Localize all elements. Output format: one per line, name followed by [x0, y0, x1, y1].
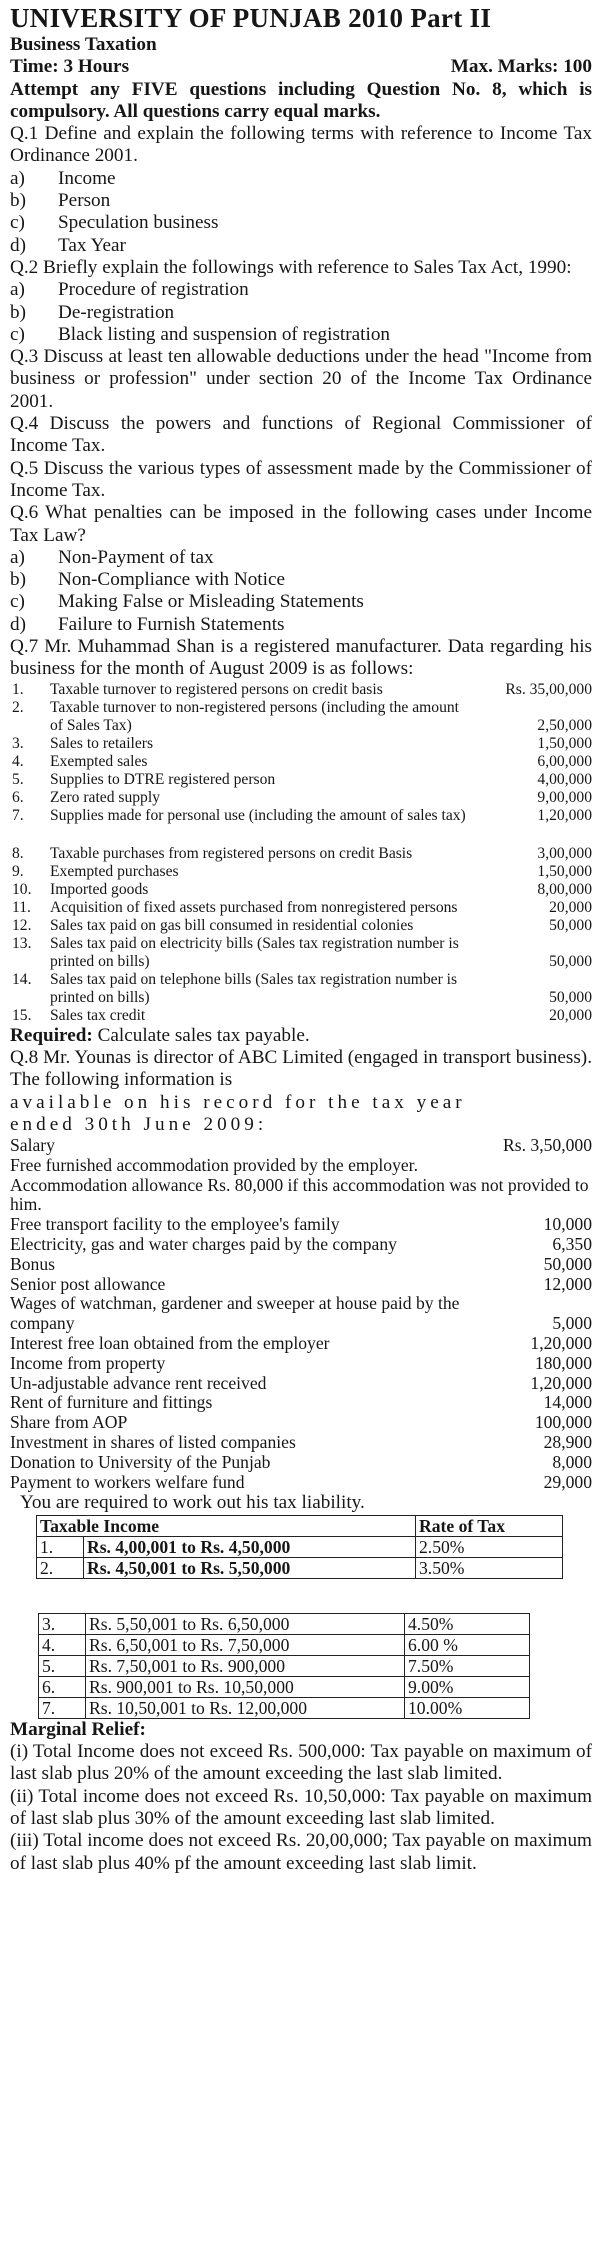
list-item: b) Non-Compliance with Notice	[10, 569, 285, 591]
list-item: b) De-registration	[10, 301, 175, 323]
q7-items-a	[10, 681, 592, 825]
question-2: Q.2 Briefly explain the followings with reference to Sales Tax Act, 1990:	[10, 256, 572, 278]
table-row: Wages of watchman, gardener and sweeper at house paid by the company 5,000	[10, 1293, 592, 1334]
table-row: 11. Acquisition of fixed assets purchased from nonregistered persons 20,000	[12, 898, 592, 916]
table-row: 1. Taxable turnover to registered persons on credit basis Rs. 35,00,000	[12, 680, 592, 698]
marks-text: Max. Marks: 100	[450, 56, 592, 78]
table-row: 13. Sales tax paid on electricity bills (Sales tax registration number is printed on bills) 50,000	[12, 934, 592, 970]
table-row: 12. Sales tax paid on gas bill consumed in residential colonies 50,000	[12, 916, 592, 934]
list-item: b) Person	[10, 190, 111, 212]
table-row: Free transport facility to the employee's family 10,000	[10, 1214, 592, 1235]
table-row: Un-adjustable advance rent received 1,20,000	[10, 1372, 592, 1393]
marginal-relief-3: (iii) Total income does not exceed Rs. 20,00,000; Tax payable on maximum of last slab plus 40% pf the amount exceeding last slab limit.	[10, 1830, 592, 1874]
q7-required: Required: Calculate sales tax payable.	[10, 1024, 310, 1046]
question-1: Q.1 Define and explain the following terms with reference to Income Tax Ordinance 2001.	[10, 123, 592, 167]
table-row: 4. Rs. 6,50,001 to Rs. 7,50,000 6.00 %	[39, 1634, 530, 1655]
list-item: c) Speculation business	[10, 212, 219, 234]
table-row: 1. Rs. 4,00,001 to Rs. 4,50,000 2.50%	[37, 1536, 563, 1557]
work-out-line: You are required to work out his tax liability.	[20, 1492, 365, 1514]
table-row: 6. Zero rated supply 9,00,000	[12, 788, 592, 806]
instructions: Attempt any FIVE questions including Question No. 8, which is compulsory. All questions carry equal marks.	[10, 78, 592, 122]
q7-items-b	[10, 845, 592, 1025]
list-item: c) Black listing and suspension of registration	[10, 323, 391, 345]
table-row: Income from property 180,000	[10, 1352, 592, 1373]
marginal-relief-1: (i) Total Income does not exceed Rs. 500,000: Tax payable on maximum of last slab plus 20% of the amount exceeding the last slab limited.	[10, 1741, 592, 1785]
table-row: 4. Exempted sales 6,00,000	[12, 752, 592, 770]
table-row: 6. Rs. 900,001 to Rs. 10,50,000 9.00%	[39, 1676, 530, 1697]
question-6-options	[10, 547, 592, 636]
question-5: Q.5 Discuss the various types of assessment made by the Commissioner of Income Tax.	[10, 457, 592, 501]
question-8-line3: ended 30th June 2009:	[10, 1113, 268, 1135]
table-row: 2. Taxable turnover to non-registered persons (including the amount of Sales Tax) 2,50,000	[12, 698, 592, 734]
marginal-relief-2: (ii) Total income does not exceed Rs. 10,50,000: Tax payable on maximum of last slab plus 30% of the amount exceeding last slab limited.	[10, 1785, 592, 1829]
table-row: Payment to workers welfare fund 29,000	[10, 1471, 592, 1492]
q8-items	[10, 1215, 592, 1492]
question-2-options	[10, 279, 592, 346]
question-8-line2: available on his record for the tax year	[10, 1091, 466, 1113]
table-header-row	[37, 1515, 563, 1536]
question-6: Q.6 What penalties can be imposed in the following cases under Income Tax Law?	[10, 502, 592, 546]
column-header: Rate of Tax	[416, 1515, 563, 1536]
table-row: 7. Supplies made for personal use (including the amount of sales tax) 1,20,000	[12, 806, 592, 824]
time-text: Time: 3 Hours	[10, 56, 130, 78]
table-row: Interest free loan obtained from the employer 1,20,000	[10, 1333, 592, 1354]
table-row: Donation to University of the Punjab 8,000	[10, 1451, 592, 1472]
table-row: 15. Sales tax credit 20,000	[12, 1006, 592, 1024]
question-7: Q.7 Mr. Muhammad Shan is a registered manufacturer. Data regarding his business for the month of August 2009 is as follows:	[10, 636, 592, 680]
table-row: 2. Rs. 4,50,001 to Rs. 5,50,000 3.50%	[37, 1557, 563, 1578]
table-row: Share from AOP 100,000	[10, 1412, 592, 1433]
list-item: d) Failure to Furnish Statements	[10, 613, 285, 635]
free-accommodation-line: Free furnished accommodation provided by the employer.	[10, 1154, 418, 1175]
list-item: a) Non-Payment of tax	[10, 546, 214, 568]
subject-title: Business Taxation	[10, 34, 157, 55]
table-row: 5. Rs. 7,50,001 to Rs. 900,000 7.50%	[39, 1655, 530, 1676]
column-header: Taxable Income	[37, 1515, 416, 1536]
table-row: Investment in shares of listed companies 28,900	[10, 1432, 592, 1453]
table-row: 9. Exempted purchases 1,50,000	[12, 862, 592, 880]
marginal-relief-title: Marginal Relief:	[10, 1718, 146, 1740]
allowance-line: Accommodation allowance Rs. 80,000 if this accommodation was not provided to him.	[10, 1174, 589, 1215]
list-item: d) Tax Year	[10, 234, 126, 256]
question-4: Q.4 Discuss the powers and functions of Regional Commissioner of Income Tax.	[10, 413, 592, 457]
table-row: Senior post allowance 12,000	[10, 1273, 592, 1294]
list-item: a) Income	[10, 167, 116, 189]
salary-row: Salary Rs. 3,50,000	[10, 1135, 592, 1156]
table-row: 3. Sales to retailers 1,50,000	[12, 734, 592, 752]
question-1-options	[10, 168, 592, 257]
table-row: Rent of furniture and fittings 14,000	[10, 1392, 592, 1413]
table-row: 5. Supplies to DTRE registered person 4,00,000	[12, 770, 592, 788]
table-row: 8. Taxable purchases from registered persons on credit Basis 3,00,000	[12, 844, 592, 862]
table-row: 10. Imported goods 8,00,000	[12, 880, 592, 898]
time-marks-row	[10, 56, 592, 78]
table-row: 3. Rs. 5,50,001 to Rs. 6,50,000 4.50%	[39, 1613, 530, 1634]
list-item: c) Making False or Misleading Statements	[10, 591, 364, 613]
table-row: Bonus 50,000	[10, 1253, 592, 1274]
table-row: 14. Sales tax paid on telephone bills (Sales tax registration number is printed on bills) 50,000	[12, 970, 592, 1006]
tax-table-2	[38, 1613, 530, 1719]
table-row: 7. Rs. 10,50,001 to Rs. 12,00,000 10.00%	[39, 1697, 530, 1718]
list-item: a) Procedure of registration	[10, 279, 249, 301]
tax-table-1	[36, 1515, 563, 1579]
question-8: Q.8 Mr. Younas is director of ABC Limited (engaged in transport business). The following information is	[10, 1046, 592, 1091]
page-title: UNIVERSITY OF PUNJAB 2010 Part II	[10, 3, 492, 33]
question-3: Q.3 Discuss at least ten allowable deductions under the head "Income from business or profession" under section 20 of the Income Tax Ordinance 2001.	[10, 346, 592, 412]
table-row: Electricity, gas and water charges paid by the company 6,350	[10, 1234, 592, 1255]
